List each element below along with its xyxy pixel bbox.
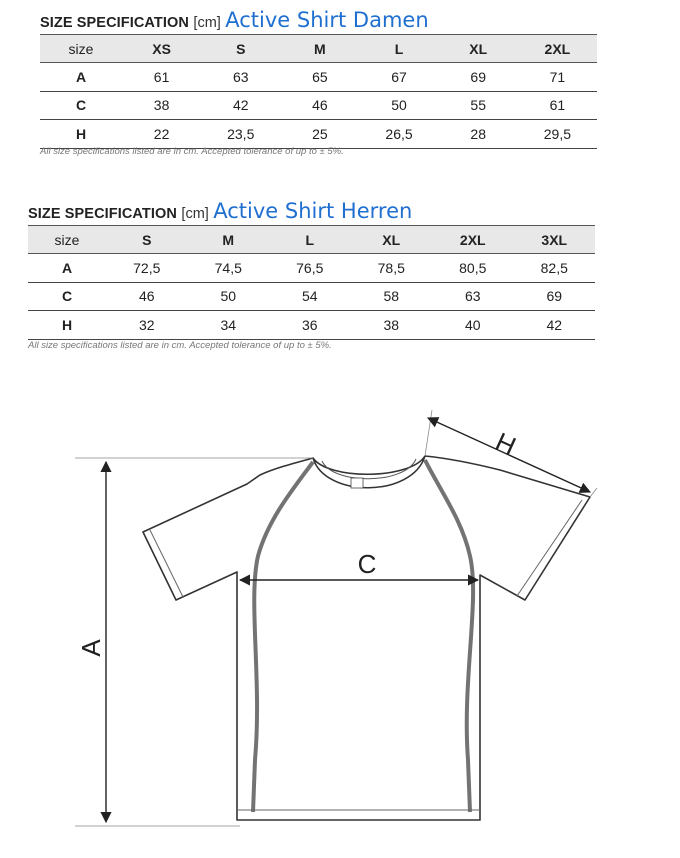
brand-label-tag xyxy=(351,478,363,488)
table-cell: 67 xyxy=(359,63,438,92)
table-cell: 25 xyxy=(280,120,359,149)
table-cell: 78,5 xyxy=(351,254,433,283)
label-c: C xyxy=(357,549,377,579)
table-cell: 71 xyxy=(518,63,597,92)
table-cell: 50 xyxy=(188,282,270,311)
table-cell: 63 xyxy=(201,63,280,92)
spec-label: SIZE SPECIFICATION xyxy=(40,15,189,31)
unit-label: [cm] xyxy=(181,206,209,222)
tolerance-note: All size specifications listed are in cm. Accepted tolerance of up to ± 5%. xyxy=(40,146,344,157)
label-a: A xyxy=(76,639,106,657)
table-cell: 76,5 xyxy=(269,254,351,283)
table-cell: 28 xyxy=(439,120,518,149)
table-cell: 26,5 xyxy=(359,120,438,149)
header-size-col: L xyxy=(359,35,438,63)
header-size-col: 3XL xyxy=(514,226,596,254)
header-size-col: S xyxy=(106,226,188,254)
table-cell: 55 xyxy=(439,91,518,120)
table-cell: 42 xyxy=(201,91,280,120)
unit-label: [cm] xyxy=(193,15,221,31)
table-cell: 38 xyxy=(122,91,201,120)
table-cell: 38 xyxy=(351,311,433,340)
guide-line-h-start xyxy=(425,410,432,456)
row-label: C xyxy=(40,91,122,120)
header-size-col: XL xyxy=(439,35,518,63)
table-cell: 34 xyxy=(188,311,270,340)
table-cell: 80,5 xyxy=(432,254,514,283)
table-cell: 54 xyxy=(269,282,351,311)
header-size-col: M xyxy=(188,226,270,254)
spec-label: SIZE SPECIFICATION xyxy=(28,206,177,222)
row-label: A xyxy=(40,63,122,92)
header-size-col: S xyxy=(201,35,280,63)
header-size-col: L xyxy=(269,226,351,254)
row-label: H xyxy=(40,120,122,149)
header-size-col: 2XL xyxy=(432,226,514,254)
tolerance-note: All size specifications listed are in cm. Accepted tolerance of up to ± 5%. xyxy=(28,340,332,351)
table-cell: 23,5 xyxy=(201,120,280,149)
row-label: H xyxy=(28,311,106,340)
header-size: size xyxy=(40,35,122,63)
table-cell: 63 xyxy=(432,282,514,311)
table-cell: 74,5 xyxy=(188,254,270,283)
table-cell: 32 xyxy=(106,311,188,340)
table-cell: 36 xyxy=(269,311,351,340)
product-title: Active Shirt Damen xyxy=(225,8,429,32)
label-h: H xyxy=(490,426,521,462)
table-cell: 65 xyxy=(280,63,359,92)
guide-line-h-end xyxy=(590,488,597,497)
table-cell: 46 xyxy=(106,282,188,311)
product-title: Active Shirt Herren xyxy=(213,199,413,223)
table-cell: 46 xyxy=(280,91,359,120)
table-cell: 72,5 xyxy=(106,254,188,283)
table-cell: 82,5 xyxy=(514,254,596,283)
table-cell: 69 xyxy=(514,282,596,311)
header-size: size xyxy=(28,226,106,254)
row-label: A xyxy=(28,254,106,283)
header-size-col: 2XL xyxy=(518,35,597,63)
table-cell: 61 xyxy=(518,91,597,120)
shirt-body-outline xyxy=(143,456,590,820)
table-cell: 58 xyxy=(351,282,433,311)
table-cell: 29,5 xyxy=(518,120,597,149)
header-size-col: M xyxy=(280,35,359,63)
header-size-col: XS xyxy=(122,35,201,63)
table-cell: 40 xyxy=(432,311,514,340)
table-cell: 42 xyxy=(514,311,596,340)
row-label: C xyxy=(28,282,106,311)
table-cell: 22 xyxy=(122,120,201,149)
header-size-col: XL xyxy=(351,226,433,254)
table-cell: 69 xyxy=(439,63,518,92)
table-cell: 50 xyxy=(359,91,438,120)
table-cell: 61 xyxy=(122,63,201,92)
